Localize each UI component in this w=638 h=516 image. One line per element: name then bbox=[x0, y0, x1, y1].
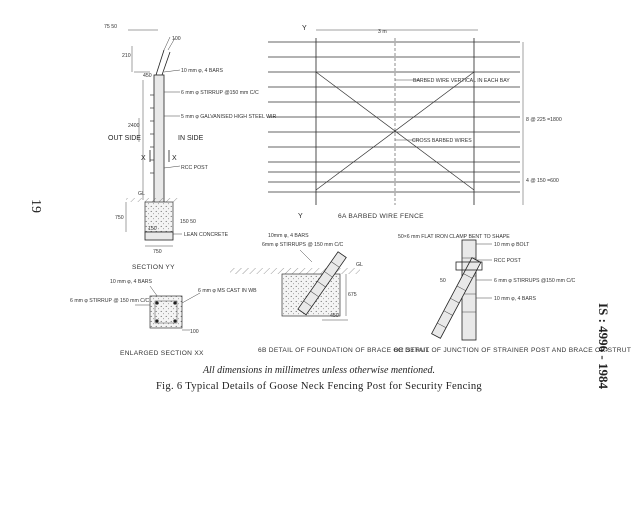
section-yy-title: SECTION YY bbox=[132, 264, 175, 271]
section-yy-dim-150-50: 150 50 bbox=[180, 219, 196, 225]
section-yy-gl: GL bbox=[138, 191, 145, 197]
fence-cross-barbed-label: CROSS BARBED WIRES bbox=[412, 138, 472, 144]
section-yy-dim-210: 210 bbox=[122, 53, 131, 59]
standard-number: IS : 4996 - 1984 bbox=[595, 303, 611, 389]
page-number: 19 bbox=[28, 199, 43, 213]
section-yy-rcc-post: RCC POST bbox=[181, 165, 208, 171]
6c-flat: 50×6 mm FLAT IRON CLAMP BENT TO SHAPE bbox=[398, 234, 510, 240]
6b-dim-675: 675 bbox=[348, 292, 357, 298]
6b-stirrups: 6mm φ STIRRUPS @ 150 mm C/C bbox=[262, 242, 344, 248]
6c-bolt: 10 mm φ BOLT bbox=[494, 242, 530, 248]
6b-title-line1: 6B DETAIL OF FOUNDATION OF BRACE OR STRUT bbox=[258, 347, 430, 354]
section-yy-top-dim: 75 50 bbox=[104, 24, 117, 30]
fence-barbed-wire-label: BARBED WIRE VERTICAL IN EACH BAY bbox=[413, 78, 510, 84]
xx-dim-100: 100 bbox=[190, 329, 199, 335]
dimension-note: All dimensions in millimetres unless otherwise mentioned. bbox=[202, 365, 436, 376]
6c-bars: 10 mm φ, 4 BARS bbox=[494, 296, 536, 302]
6c-rcc-post-label: RCC POST bbox=[494, 258, 521, 264]
6b-bars: 10mm φ, 4 BARS bbox=[268, 233, 309, 239]
section-yy-x-right: X bbox=[172, 155, 177, 162]
section-yy-bars: 10 mm φ, 4 BARS bbox=[181, 68, 223, 74]
enlarged-section-xx bbox=[70, 279, 257, 357]
section-yy-lean-concrete: LEAN CONCRETE bbox=[184, 232, 229, 238]
section-yy-height: 2400 bbox=[128, 123, 140, 129]
barbed-wire-fence bbox=[268, 25, 562, 220]
xx-bars: 10 mm φ, 4 BARS bbox=[110, 279, 152, 285]
6b-ground-hatch bbox=[230, 268, 360, 274]
6b-dim-450: 450 bbox=[330, 313, 339, 319]
fence-title: 6A BARBED WIRE FENCE bbox=[338, 213, 424, 220]
section-yy-dim-450: 450 bbox=[143, 73, 152, 79]
xx-stirrup: 6 mm φ STIRRUP @ 150 mm C/C bbox=[70, 298, 150, 304]
section-yy-x-left: X bbox=[141, 155, 146, 162]
section-yy-base-750: 750 bbox=[153, 249, 162, 255]
detail-6b bbox=[230, 233, 430, 354]
ground-hatch bbox=[126, 198, 180, 202]
section-yy-dim-150: 150 bbox=[148, 226, 157, 232]
fence-y-top: Y bbox=[302, 25, 307, 32]
section-yy-angle-dim: 100 bbox=[172, 36, 181, 42]
section-yy bbox=[104, 24, 276, 271]
section-yy-stirrup: 6 mm φ STIRRUP @150 mm C/C bbox=[181, 90, 259, 96]
xx-ms: 6 mm φ MS CAST IN WB bbox=[198, 288, 257, 294]
xx-title: ENLARGED SECTION XX bbox=[120, 350, 204, 357]
6c-dim-50: 50 bbox=[440, 278, 446, 284]
section-yy-in-side: IN SIDE bbox=[178, 135, 204, 142]
figure-caption: Fig. 6 Typical Details of Goose Neck Fencing Post for Security Fencing bbox=[155, 381, 483, 392]
section-yy-galvanised: 5 mm φ GALVANISED HIGH STEEL WIR bbox=[181, 114, 277, 120]
6b-gl: GL bbox=[356, 262, 363, 268]
section-yy-out-side: OUT SIDE bbox=[108, 135, 141, 142]
barbed-wires bbox=[268, 42, 520, 192]
fence-span: 3 m bbox=[378, 29, 387, 35]
fence-spacing-lower: 4 @ 150 =600 bbox=[526, 178, 559, 184]
6c-title: 6C DETAIL OF JUNCTION OF STRAINER POST AND BRACE OR STRUT bbox=[394, 347, 632, 354]
section-yy-dim-750: 750 bbox=[115, 215, 124, 221]
fence-spacing-upper: 8 @ 225 =1800 bbox=[526, 117, 562, 123]
6c-stirrups: 6 mm φ STIRRUPS @150 mm C/C bbox=[494, 278, 576, 284]
fence-y-bottom: Y bbox=[298, 213, 303, 220]
